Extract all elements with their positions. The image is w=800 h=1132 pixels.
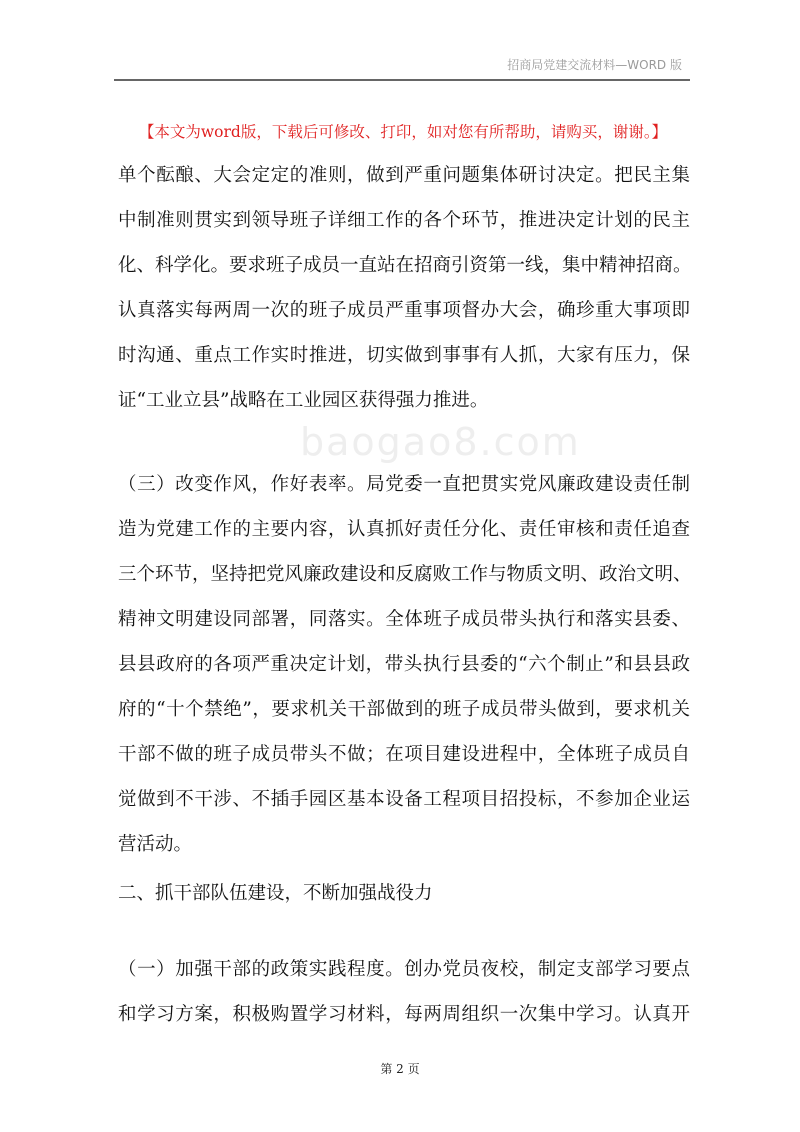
text-line: 三个环节，坚持把党风廉政建设和反腐败工作与物质文明、政治文明、 — [118, 564, 692, 585]
text-line: 府的“十个禁绝”，要求机关干部做到的班子成员带头做到，要求机关 — [118, 699, 690, 720]
purchase-notice: 【本文为word版，下载后可修改、打印，如对您有所帮助，请购买，谢谢。】 — [138, 123, 668, 141]
watermark: baogao8.com — [300, 420, 581, 464]
text-line: 化、科学化。要求班子成员一直站在招商引资第一线，集中精神招商。 — [118, 255, 692, 276]
text-line: 证“工业立县”战略在工业园区获得强力推进。 — [118, 390, 489, 411]
text-line: 觉做到不干涉、不插手园区基本设备工程项目招投标，不参加企业运 — [118, 789, 690, 810]
text-line: （三）改变作风，作好表率。局党委一直把贯实党风廉政建设责任制 — [118, 474, 690, 495]
page-number: 第 2 页 — [380, 1062, 420, 1076]
text-line: 干部不做的班子成员带头不做；在项目建设进程中，全体班子成员自 — [118, 744, 690, 765]
header-rule — [114, 79, 690, 81]
text-line: 时沟通、重点工作实时推进，切实做到事事有人抓，大家有压力，保 — [118, 345, 690, 366]
text-line: 中制准则贯实到领导班子详细工作的各个环节，推进决定计划的民主 — [118, 210, 690, 231]
text-line: 县县政府的各项严重决定计划，带头执行县委的“六个制止”和县县政 — [118, 654, 690, 675]
text-line: 单个酝酿、大会定定的准则，做到严重问题集体研讨决定。把民主集 — [118, 165, 690, 186]
text-line: 精神文明建设同部署，同落实。全体班子成员带头执行和落实县委、 — [118, 609, 690, 630]
text-line: 营活动。 — [118, 834, 193, 855]
running-header: 招商局党建交流材料—WORD 版 — [507, 58, 682, 72]
text-line: 造为党建工作的主要内容，认真抓好责任分化、责任审核和责任追查 — [118, 519, 690, 540]
section-heading: 二、抓干部队伍建设，不断加强战役力 — [118, 883, 433, 904]
text-line: （一）加强干部的政策实践程度。创办党员夜校，制定支部学习要点 — [118, 959, 690, 980]
text-line: 和学习方案，积极购置学习材料，每两周组织一次集中学习。认真开 — [118, 1004, 690, 1025]
text-line: 认真落实每两周一次的班子成员严重事项督办大会，确珍重大事项即 — [118, 300, 690, 321]
